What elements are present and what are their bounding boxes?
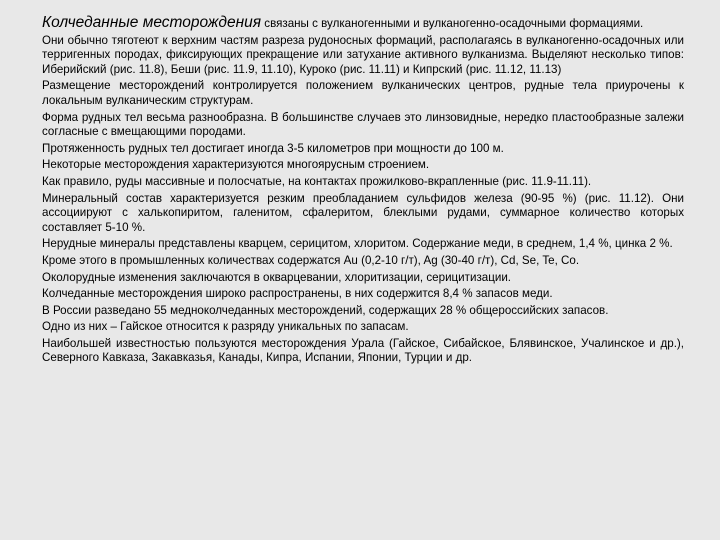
heading-kolchedannye: Колчеданные месторождения bbox=[42, 14, 262, 31]
paragraph-ores: Как правило, руды массивные и полосчатые, на контактах прожилково-вкрапленные (рис. 11.9-11.11). bbox=[42, 174, 592, 188]
paragraph-famous-deposits: Наибольшей известностью пользуются месторождения Урала (Гайское, Сибайское, Блявинское, Учалинское и др.), Северного Кавказа, Закавказья, Канады, Кипра, Испании, Японии, Турции и др. bbox=[42, 336, 684, 365]
paragraph-types: Они обычно тяготеют к верхним частям разреза рудоносных формаций, располагаясь в вулканогенно-осадочных или терригенных породах, фиксирующих прекращение или затухание активного вулканизма. Выделяют несколько типов: Иберийский (рис. 11.8), Беши (рис. 11.9, 11.10), Куроко (рис. 11.11) и Кипрский (рис. 11.12, 11.13) bbox=[42, 33, 684, 76]
paragraph-gai: Одно из них – Гайское относится к разряду уникальных по запасам. bbox=[42, 320, 409, 334]
paragraph-russia: В России разведано 55 медноколчеданных месторождений, содержащих 28 % общероссийских запасов. bbox=[42, 303, 609, 317]
paragraph-extent: Протяженность рудных тел достигает иногда 3-5 километров при мощности до 100 м. bbox=[42, 141, 504, 155]
paragraph-distribution: Колчеданные месторождения широко распространены, в них содержится 8,4 % запасов меди. bbox=[42, 287, 553, 301]
paragraph-shape: Форма рудных тел весьма разнообразна. В большинстве случаев это линзовидные, нередко пластообразные залежи согласные с вмещающими породами. bbox=[42, 110, 684, 139]
paragraph-placement: Размещение месторождений контролируется положением вулканических центров, рудные тела приурочены к локальным вулканическим структурам. bbox=[42, 79, 684, 107]
paragraph-mineral-composition: Минеральный состав характеризуется резким преобладанием сульфидов железа (90-95 %) (рис. 11.12). Они ассоциируют с халькопиритом, галенитом, сфалеритом, блеклыми рудами, суммарное количество которых составляет 5-10 %. bbox=[42, 191, 684, 234]
paragraph-text: связаны с вулканогенными и вулканогенно-осадочными формациями. bbox=[261, 17, 644, 30]
paragraph-multitier: Некоторые месторождения характеризуются многоярусным строением. bbox=[42, 158, 430, 172]
paragraph-alteration: Околорудные изменения заключаются в окварцевании, хлоритизации, серицитизации. bbox=[42, 270, 512, 284]
paragraph-nonmetallic: Нерудные минералы представлены кварцем, серицитом, хлоритом. Содержание меди, в среднем, 1,4 %, цинка 2 %. bbox=[42, 237, 673, 251]
paragraph-intro bbox=[42, 16, 684, 32]
paragraph-precious-metals: Кроме этого в промышленных количествах содержатся Au (0,2-10 г/т), Ag (30-40 г/т), Cd, Se, Te, Co. bbox=[42, 253, 580, 267]
